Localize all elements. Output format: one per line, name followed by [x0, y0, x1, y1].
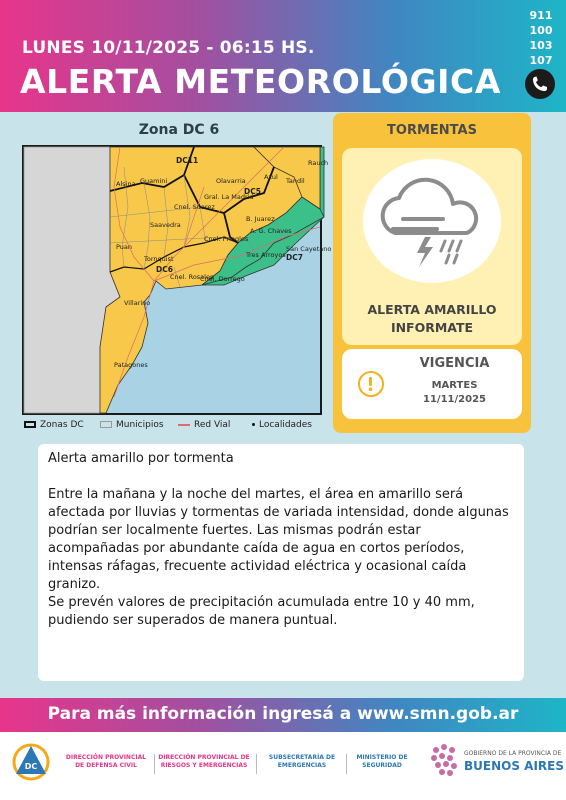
more-info-link[interactable]: Para más información ingresá a www.smn.gob.ar — [47, 704, 519, 724]
locality-label: Villarino — [124, 299, 151, 307]
svg-text:DC: DC — [24, 762, 38, 771]
description-paragraph: Se prevén valores de precipitación acumulada entre 10 y 40 mm, pudiendo ser superados de manera puntual. — [48, 595, 475, 628]
defensa-civil-logo — [12, 740, 50, 786]
map-title: Zona DC 6 — [138, 122, 220, 138]
locality-label: Cnel. Dorrego — [200, 275, 245, 283]
alert-description — [38, 444, 524, 681]
locality-label: Alsina — [116, 180, 136, 188]
phone-number[interactable]: 107 — [529, 54, 553, 67]
zone-label: DC11 — [176, 156, 199, 165]
locality-label: San Cayetano — [286, 245, 332, 253]
description-paragraph: Entre la mañana y la noche del martes, el área en amarillo será afectada por lluvias y tormentas de variada intensidad, donde algunas podrían ser localmente fuertes. Las mismas podrán estar acompañadas por abundante caída de agua en cortos períodos, intensas ráfagas, frecuente actividad eléctrica y ocasional caída granizo. — [48, 487, 509, 592]
description-body — [48, 486, 514, 630]
institution-bar — [0, 732, 566, 800]
locality-label: Rauch — [308, 159, 329, 167]
locality-label: Gral. La Madrid — [204, 193, 254, 201]
institution-defensa-civil: DIRECCIÓN PROVINCIAL DE DEFENSA CIVIL — [65, 754, 147, 769]
alert-date: LUNES 10/11/2025 - 06:15 HS. — [22, 38, 315, 58]
page-title: ALERTA METEOROLÓGICA — [20, 62, 501, 101]
header-banner — [0, 0, 566, 112]
separator — [256, 754, 257, 774]
footer-banner — [0, 698, 566, 732]
locality-label: A. G. Chaves — [250, 227, 292, 235]
phone-number[interactable]: 911 — [529, 9, 553, 22]
locality-label: Cnel. Suarez — [174, 203, 215, 211]
alert-map — [22, 145, 332, 415]
locality-label: Azul — [264, 173, 278, 181]
locality-label: Puan — [116, 243, 133, 251]
vigencia-card — [342, 349, 522, 419]
alert-icon-card — [342, 148, 522, 345]
map-legend — [22, 420, 332, 434]
locality-label: Tres Arroyos — [246, 251, 286, 259]
locality-label: Cnel. Pringles — [204, 235, 249, 243]
zone-label: DC6 — [156, 265, 173, 274]
locality-label: Tandil — [286, 177, 305, 185]
legend-municipios: Municipios — [100, 420, 164, 430]
legend-localidades: Localidades — [252, 420, 312, 430]
warning-icon — [358, 371, 384, 397]
gov-name: BUENOS AIRES — [464, 759, 564, 773]
locality-label: Guamini — [140, 177, 168, 185]
phone-icon[interactable] — [525, 69, 555, 99]
separator — [346, 754, 347, 774]
locality-label: Patagones — [114, 361, 148, 369]
institution-riesgos: DIRECCIÓN PROVINCIAL DE RIESGOS Y EMERGENCIAS — [158, 754, 250, 769]
institution-subsecretaria: SUBSECRETARÍA DE EMERGENCIAS — [268, 754, 336, 769]
gov-label: GOBIERNO DE LA PROVINCIA DE — [464, 750, 562, 757]
legend-red-vial: Red Vial — [178, 420, 230, 430]
separator — [154, 754, 155, 774]
phone-number[interactable]: 100 — [529, 24, 553, 37]
zone-label: DC7 — [286, 253, 303, 262]
locality-label: Saavedra — [150, 221, 181, 229]
vigencia-date: MARTES 11/11/2025 — [423, 380, 486, 405]
emergency-phones — [523, 8, 559, 68]
phone-number[interactable]: 103 — [529, 39, 553, 52]
alert-panel — [333, 113, 531, 433]
legend-zones: Zonas DC — [24, 420, 84, 430]
vigencia-title: VIGENCIA — [419, 356, 490, 371]
locality-label: Cnel. Rosales — [170, 273, 214, 281]
zone-label: DC5 — [244, 187, 261, 196]
locality-label: Olavarria — [216, 177, 246, 185]
locality-label: B. Juarez — [246, 215, 275, 223]
locality-label: Tornquist — [144, 255, 174, 263]
storm-cloud-icon — [363, 159, 501, 283]
description-title: Alerta amarillo por tormenta — [48, 451, 234, 466]
province-emblem — [428, 742, 460, 778]
institution-ministerio: MINISTERIO DE SEGURIDAD — [356, 754, 408, 769]
alert-level: ALERTA AMARILLO INFORMATE — [367, 302, 497, 335]
alert-type: TORMENTAS — [387, 123, 477, 138]
